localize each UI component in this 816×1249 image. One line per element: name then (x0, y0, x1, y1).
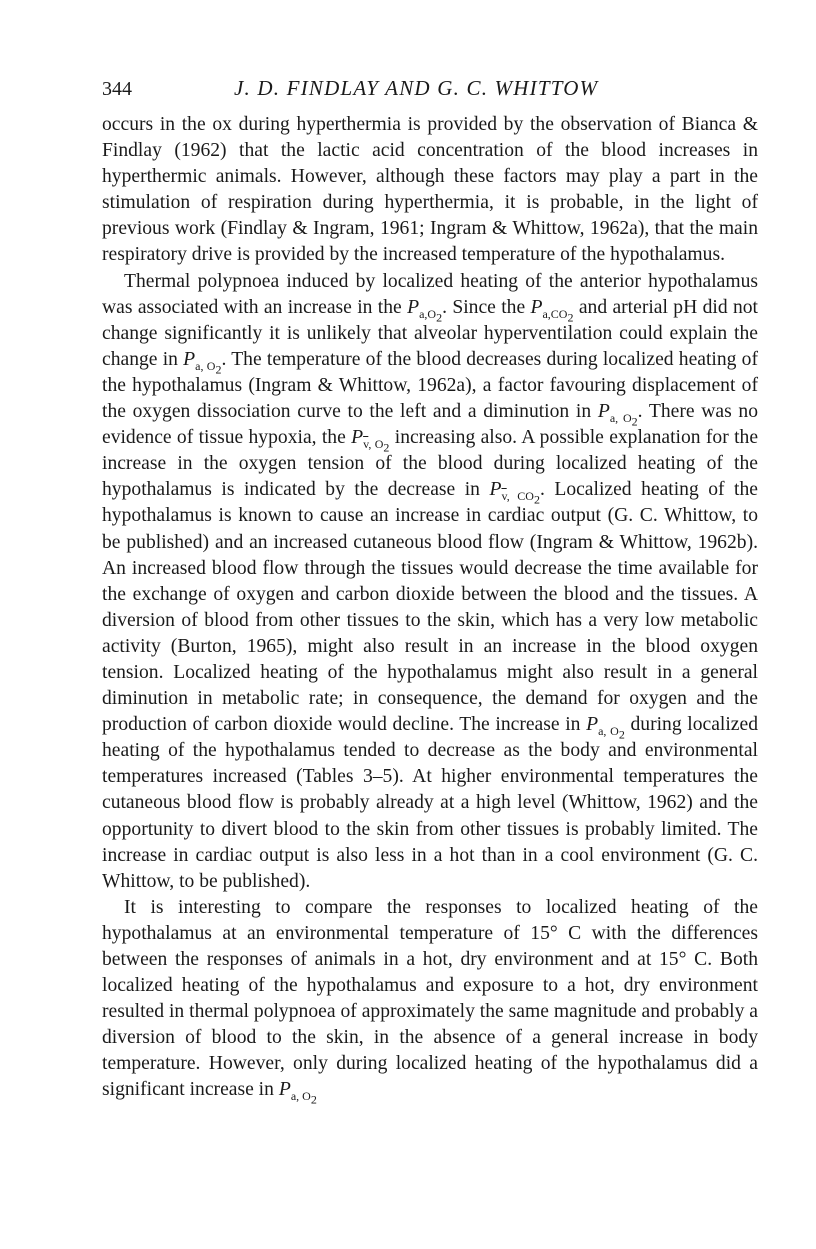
symbol-P: P (407, 296, 420, 318)
sub-2: 2 (215, 362, 222, 377)
paragraph-2 (102, 269, 758, 895)
sub-text: , O (368, 437, 384, 452)
sub-2: 2 (436, 309, 443, 324)
subscript (598, 724, 625, 742)
p3-text-1: It is interesting to compare the responses to localized heating of the hypothalamus at an environmental temperature of 15° C with the differences between the responses of animals in a hot, dry environment and at 15° C. Both localized heating of the hypothalamus and exposure to a hot, dry environment resulted in thermal polypnoea of approximately the same magnitude and probably a diversion of blood to the skin, in the absence of a general increase in body temperature. However, only during localized heating of the hypothalamus did a significant increase in (102, 896, 758, 1101)
sub-text: a, O (598, 724, 619, 739)
sub-text: a,CO (542, 306, 568, 321)
paragraph-1-text: occurs in the ox during hyperthermia is provided by the observation of Bianca & Findlay (1962) that the lactic acid concentration of the blood increases in hyperthermic animals. However, although these factors may play a part in the stimulation of respiration during hyperthermia, it is probable, in the light of previous work (Findlay & Ingram, 1961; Ingram & Whittow, 1962a), that the main respiratory drive is provided by the increased temperature of the hypothalamus. (102, 114, 758, 266)
subscript (501, 489, 540, 507)
sub-text: a, O (290, 1089, 311, 1104)
subscript (419, 306, 443, 324)
paragraph-3 (102, 895, 758, 1107)
symbol-P: P (586, 714, 599, 736)
paragraph-1 (102, 112, 758, 269)
subscript (195, 358, 222, 377)
p2-text-7: . Localized heating of the hypothalamus is known to cause an increase in cardiac output (G. C. Whittow, to be published) and an increased cutaneous blood flow (Ingram & Whittow, 1962b). An increased blood flow through the tissues would decrease the time available for the exchange of oxygen and carbon dioxide between the blood and the tissues. A diversion of blood from other tissues to the skin, which has a very low metabolic activity (Burton, 1965), might also result in an increase in the blood oxygen tension. Localized heating of the hypothalamus might also result in a general diminution in metabolic rate; in consequence, the demand for oxygen and the production of carbon dioxide would decline. The increase in (102, 479, 758, 736)
p2-text-8: during localized heating of the hypothalamus tended to decrease as the body and environmental temperatures increased (Tables 3–5). At higher environmental temperatures the cutaneous blood flow is probably already at a high level (Whittow, 1962) and the opportunity to divert blood to the skin from other tissues is probably limited. The increase in cardiac output is also less in a hot than in a cool environment (G. C. Whittow, to be published). (102, 714, 758, 892)
p2-text-6: increasing also. A possible explanation for the increase in the oxygen tension of the blood during localized heating of the hypothalamus is indicated by the decrease in (102, 427, 759, 501)
p2-text-3: and arterial pH did not change significantly it is unlikely that alveolar hyperventilation could explain the change in (102, 296, 758, 370)
p2-text-4: . The temperature of the blood decreases during localized heating of the hypothalamus (Ingram & Whittow, 1962a), a factor favouring displacement of the oxygen dissociation curve to the left and a diminution in (102, 348, 758, 423)
subscript (609, 410, 638, 429)
symbol-P: P (278, 1079, 291, 1101)
sub-v: $\overline{v}$ (363, 437, 369, 452)
symbol-P: P (489, 479, 502, 501)
symbol-P: P (597, 401, 610, 423)
sub-2: 2 (618, 727, 625, 742)
symbol-P: P (530, 296, 543, 318)
running-head: J. D. FINDLAY AND G. C. WHITTOW (234, 76, 599, 100)
subscript (363, 437, 390, 455)
page (102, 76, 759, 1107)
sub-2: 2 (631, 414, 638, 429)
sub-2: 2 (567, 309, 574, 324)
sub-2: 2 (533, 492, 540, 507)
symbol-P: P (183, 348, 196, 370)
subscript (542, 306, 574, 324)
page-header (102, 76, 758, 106)
sub-text: , CO (506, 489, 534, 504)
sub-2: 2 (383, 440, 390, 455)
p2-text-1: Thermal polypnoea induced by localized heating of the anterior hypothalamus was associated with an increase in the (102, 270, 758, 318)
sub-text: a, O (609, 410, 632, 425)
symbol-P: P (351, 427, 364, 449)
p2-text-5: . There was no evidence of tissue hypoxia, the (102, 401, 758, 449)
page-number: 344 (102, 78, 132, 100)
sub-2: 2 (310, 1092, 317, 1107)
sub-text: a,O (419, 306, 437, 321)
p2-text-2: . Since the (442, 296, 526, 318)
sub-text: a, O (195, 358, 216, 373)
subscript (290, 1089, 317, 1107)
sub-v: $\overline{v}$ (501, 489, 507, 504)
